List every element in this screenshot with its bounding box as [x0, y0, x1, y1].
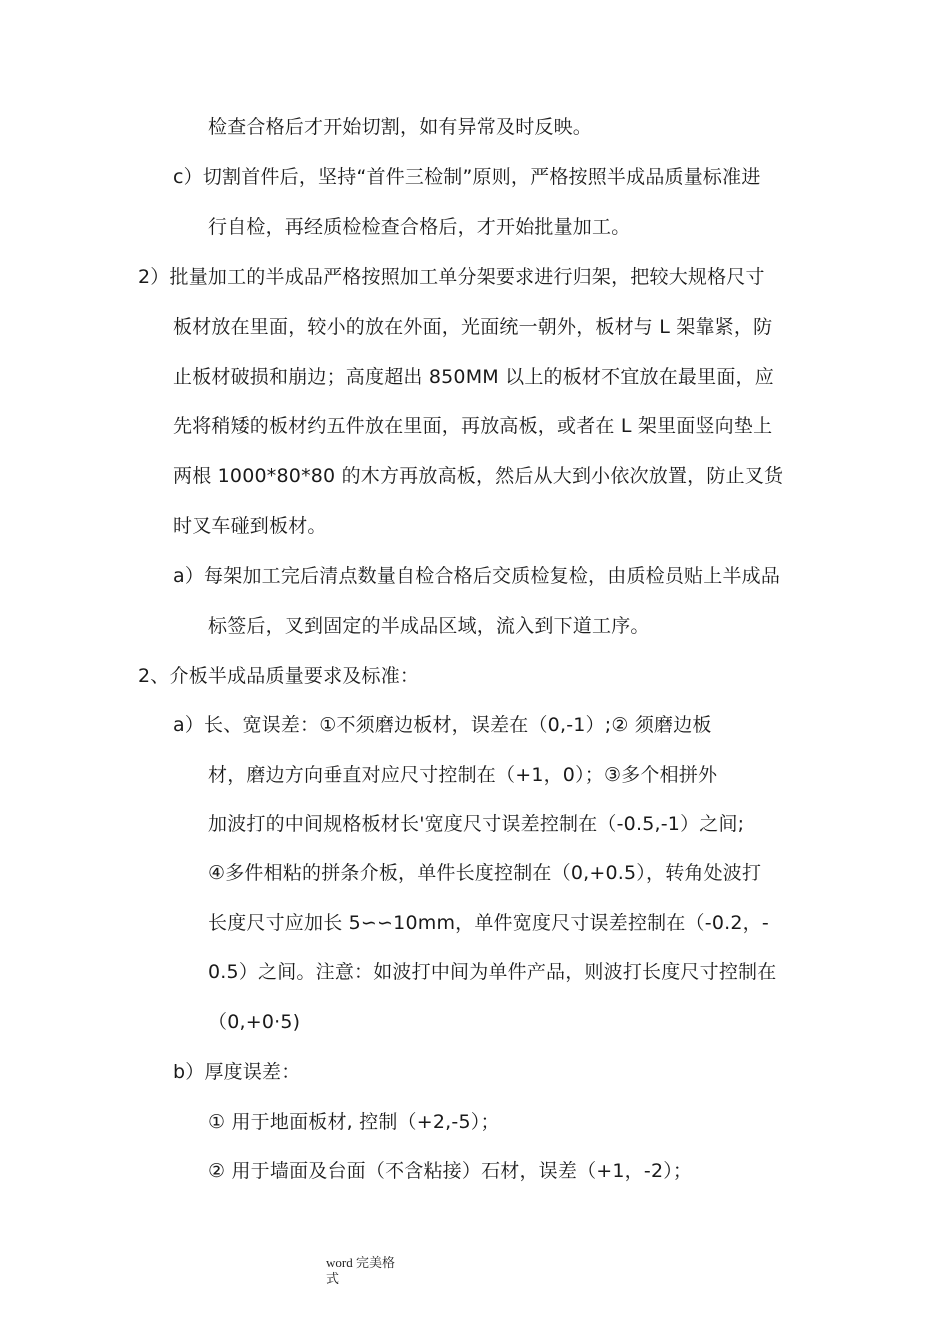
text-line-9: 时叉车碰到板材。: [173, 515, 327, 537]
text-line-20: b）厚度误差：: [173, 1061, 301, 1083]
page-footer: [326, 1255, 416, 1287]
text-line-22: ② 用于墙面及台面（不含粘接）石材，误差（+1，-2）；: [208, 1160, 693, 1182]
text-line-7: 先将稍矮的板材约五件放在里面，再放高板，或者在 L 架里面竖向垫上: [173, 415, 773, 437]
text-line-8: 两根 1000*80*80 的木方再放高板，然后从大到小依次放置，防止叉货: [173, 465, 784, 487]
footer-line-1: word 完美格: [326, 1255, 395, 1270]
text-line-12: 2、介板半成品质量要求及标准：: [138, 665, 420, 687]
text-line-16: ④多件相粘的拼条介板，单件长度控制在（0,+0.5），转角处波打: [208, 862, 762, 884]
text-line-6: 止板材破损和崩边；高度超出 850MM 以上的板材不宜放在最里面，应: [173, 366, 774, 388]
text-line-14: 材，磨边方向垂直对应尺寸控制在（+1，0）；③多个相拼外: [208, 764, 718, 786]
text-line-15: 加波打的中间规格板材长'宽度尺寸误差控制在（-0.5,-1）之间;: [208, 813, 745, 835]
text-line-17: 长度尺寸应加长 5∽∽10mm，单件宽度尺寸误差控制在（-0.2，-: [208, 912, 769, 934]
footer-line-2: 式: [326, 1271, 340, 1286]
text-line-3: 行自检，再经质检检查合格后，才开始批量加工。: [208, 216, 631, 238]
text-line-21: ① 用于地面板材, 控制（+2,-5）；: [208, 1111, 500, 1133]
text-line-11: 标签后，叉到固定的半成品区域，流入到下道工序。: [208, 615, 650, 637]
text-line-19: （0,+0·5): [208, 1011, 301, 1033]
text-line-4: 2）批量加工的半成品严格按照加工单分架要求进行归架，把较大规格尺寸: [138, 266, 765, 288]
text-line-2: c）切割首件后，坚持“首件三检制”原则，严格按照半成品质量标准进: [173, 166, 761, 188]
text-line-18: 0.5）之间。注意：如波打中间为单件产品，则波打长度尺寸控制在: [208, 961, 777, 983]
text-line-1: 检查合格后才开始切割，如有异常及时反映。: [208, 116, 593, 138]
text-line-10: a）每架加工完后清点数量自检合格后交质检复检，由质检员贴上半成品: [173, 565, 781, 587]
text-line-5: 板材放在里面，较小的放在外面，光面统一朝外，板材与 L 架靠紧，防: [173, 316, 773, 338]
text-line-13: a）长、宽误差：①不须磨边板材，误差在（0,-1）;② 须磨边板: [173, 714, 712, 736]
